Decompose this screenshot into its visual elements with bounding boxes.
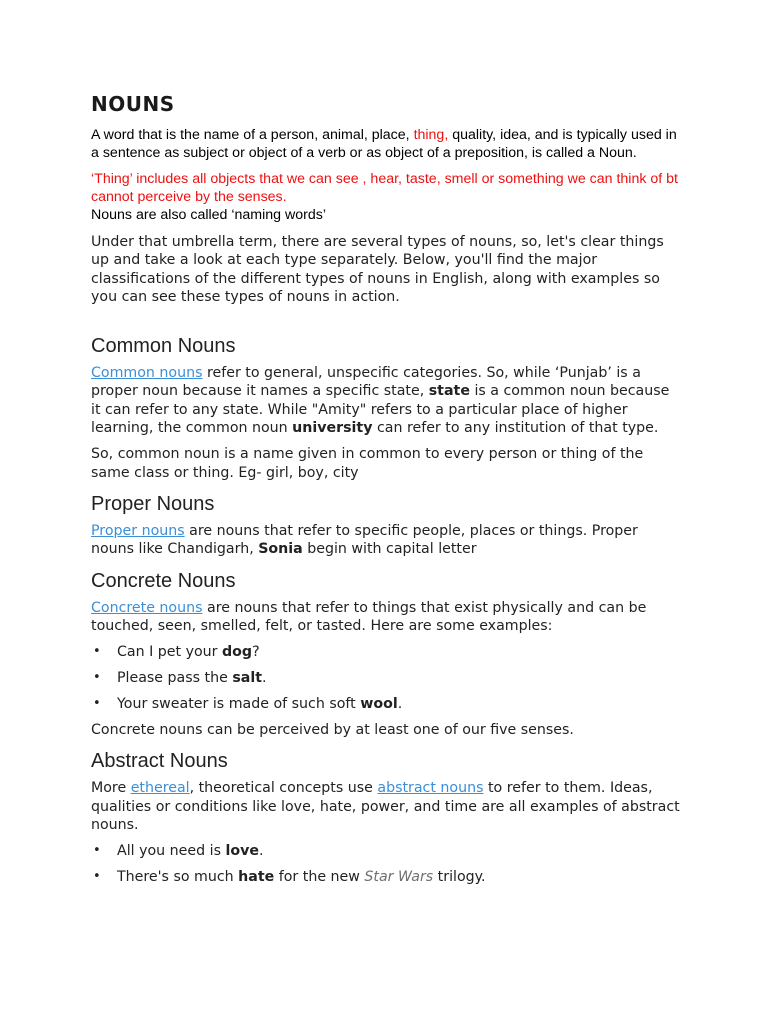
common-text-a: refer to general, unspecific categories. So, while ‘Punjab’ is a proper noun because it names a specific state,: [91, 365, 641, 400]
bullet-icon: •: [93, 670, 101, 686]
definition-text-rest: quality, idea, and is typically used in a sentence as subject or object of a verb or as object of a preposition, is called a Noun.: [91, 127, 677, 161]
bullet-icon: •: [93, 696, 101, 712]
list-item-punct: .: [258, 843, 264, 860]
list-item-text: Can I pet your: [117, 644, 223, 661]
concrete-nouns-summary: Concrete nouns can be perceived by at least one of our five senses.: [91, 722, 574, 739]
list-item: [91, 669, 681, 687]
abstract-text-pre: More: [91, 780, 131, 797]
bullet-icon: •: [93, 843, 101, 859]
abstract-nouns-link[interactable]: abstract nouns: [377, 780, 484, 797]
common-nouns-heading: Common Nouns: [91, 335, 236, 358]
concrete-nouns-heading: Concrete Nouns: [91, 569, 236, 592]
bold-state: state: [428, 383, 470, 400]
definition-text: A word that is the name of a person, animal, place,: [91, 127, 414, 143]
list-item-punct: .: [262, 670, 267, 687]
concrete-text-a: are nouns that refer to things that exist physically and can be touched, seen, smelled, felt, or tasted. Here are some examples:: [91, 599, 647, 634]
list-item: [91, 842, 681, 860]
bold-salt: salt: [232, 670, 263, 687]
concrete-nouns-paragraph: [91, 599, 681, 636]
list-item-punct: ?: [252, 644, 260, 661]
bold-dog: dog: [222, 644, 253, 661]
bullet-icon: •: [93, 644, 101, 660]
ethereal-link[interactable]: ethereal: [130, 780, 190, 797]
definition-highlight: thing,: [413, 127, 449, 143]
abstract-examples-list: [91, 842, 681, 886]
intro-paragraph: Under that umbrella term, there are several types of nouns, so, let's clear things up and take a look at each type separately. Below, you'll find the major classifications of the different types of nouns in English, along with examples so you can see these types of nouns in action.: [91, 234, 664, 305]
bold-hate: hate: [238, 869, 275, 886]
bold-wool: wool: [360, 696, 398, 713]
bold-sonia: Sonia: [258, 541, 303, 558]
list-item-text-end: trilogy.: [433, 869, 486, 886]
common-text-c: is a common noun because it can refer to any state. While "Amity" refers to a particular place of higher learning, the common noun: [91, 383, 670, 437]
proper-text-a: are nouns that refer to specific people, places or things. Proper nouns like Chandigarh,: [91, 522, 638, 558]
concrete-nouns-link[interactable]: Concrete nouns: [91, 599, 203, 616]
bold-university: university: [292, 420, 373, 437]
star-wars-title: Star Wars: [364, 869, 434, 886]
common-nouns-link[interactable]: Common nouns: [91, 365, 203, 382]
proper-text-c: begin with capital letter: [302, 541, 477, 558]
common-nouns-paragraph: [91, 364, 681, 437]
bullet-icon: •: [93, 869, 101, 885]
thing-note: ‘Thing’ includes all objects that we can see , hear, taste, smell or something we can think of bt cannot perceive by the senses.: [91, 171, 678, 205]
list-item-text-mid: for the new: [274, 869, 365, 886]
list-item: [91, 868, 681, 886]
abstract-text-post: to refer to them. Ideas, qualities or conditions like love, hate, power, and time are all examples of abstract nouns.: [91, 780, 680, 834]
concrete-examples-list: [91, 643, 681, 713]
naming-words-note: Nouns are also called ‘naming words’: [91, 207, 327, 223]
list-item-punct: .: [397, 696, 403, 713]
list-item: [91, 695, 681, 713]
page-title: NOUNS: [91, 92, 175, 116]
document-page: [91, 92, 681, 894]
proper-nouns-heading: Proper Nouns: [91, 492, 215, 515]
list-item-text: Your sweater is made of such soft: [117, 696, 361, 713]
bold-love: love: [225, 843, 259, 860]
proper-nouns-link[interactable]: Proper nouns: [91, 522, 185, 539]
abstract-nouns-heading: Abstract Nouns: [91, 750, 228, 773]
common-nouns-summary: So, common noun is a name given in common to every person or thing of the same class or thing. Eg- girl, boy, city: [91, 446, 644, 481]
list-item: [91, 643, 681, 661]
abstract-nouns-paragraph: [91, 779, 681, 834]
noun-definition: [91, 126, 681, 162]
list-item-text: All you need is: [117, 843, 226, 860]
abstract-text-mid: , theoretical concepts use: [189, 780, 378, 797]
common-text-d: can refer to any institution of that type.: [372, 420, 659, 437]
list-item-text: Please pass the: [117, 670, 233, 687]
list-item-text: There's so much: [117, 869, 239, 886]
proper-nouns-paragraph: [91, 522, 681, 559]
